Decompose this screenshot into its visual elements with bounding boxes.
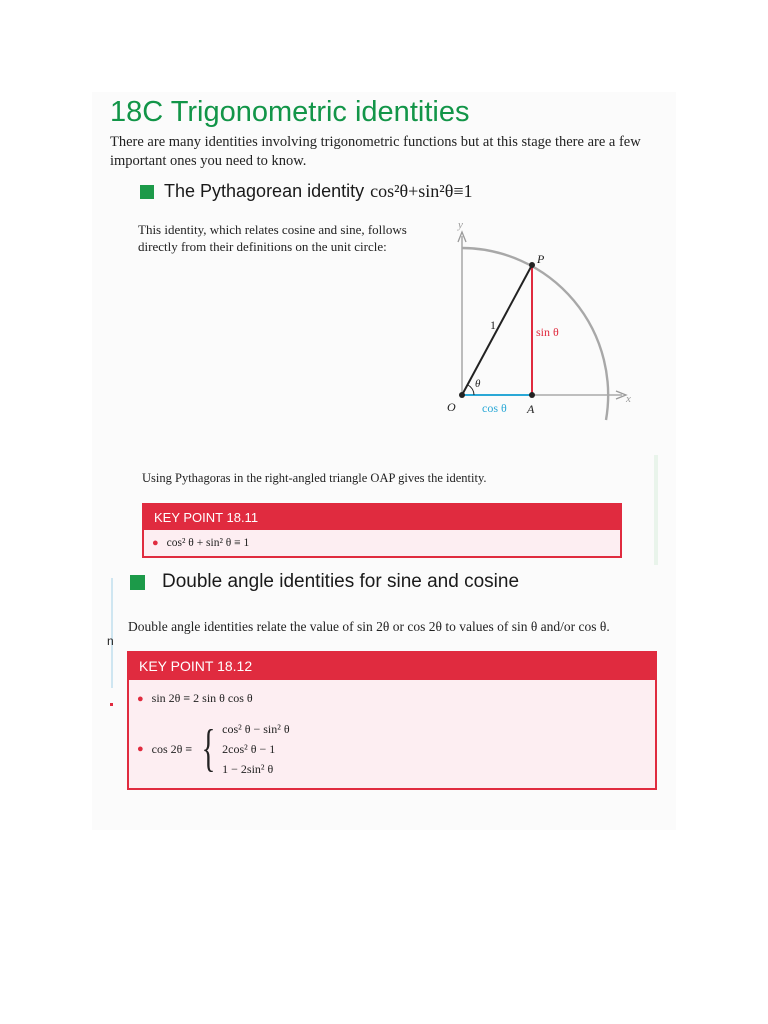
hypotenuse (462, 265, 532, 395)
bullet-icon: ● (137, 743, 144, 755)
hypotenuse-label: 1 (490, 318, 496, 332)
point-p (529, 262, 535, 268)
point-a-label: A (527, 402, 535, 416)
section-title: 18C Trigonometric identities (110, 96, 470, 128)
pythagorean-heading-formula: cos²θ+sin²θ≡1 (370, 181, 473, 201)
key-point-item-sin2 (137, 691, 253, 706)
unit-circle-diagram (430, 212, 650, 432)
pythagorean-heading (140, 181, 472, 202)
key-point-item-cos2 (137, 719, 290, 779)
y-axis-label: y (458, 219, 463, 231)
sin-label: sin θ (536, 325, 559, 339)
sin2-identity: sin 2θ ≡ 2 sin θ cos θ (151, 691, 253, 705)
margin-dot (110, 703, 113, 706)
double-angle-heading (130, 571, 519, 593)
point-p-label: P (537, 252, 545, 266)
cos-label: cos θ (482, 401, 507, 415)
angle-arc (468, 385, 474, 395)
key-point-18-11 (142, 503, 622, 558)
key-point-title: KEY POINT 18.11 (144, 505, 620, 530)
x-axis-label: x (626, 393, 631, 405)
cos2-lhs: cos 2θ ≡ (151, 741, 193, 756)
right-margin-rule (654, 455, 658, 565)
point-a (529, 392, 535, 398)
left-brace-icon: { (201, 720, 216, 777)
green-square-icon (140, 185, 154, 199)
angle-label: θ (475, 378, 481, 390)
pythagorean-body: This identity, which relates cosine and sine, follows directly from their definitions on the unit circle: (138, 222, 407, 254)
margin-letter: n (107, 634, 114, 648)
green-square-icon (130, 575, 145, 590)
bullet-icon: ● (137, 692, 144, 705)
cos2-case: 2cos² θ − 1 (222, 742, 276, 756)
bullet-icon: ● (152, 537, 159, 549)
cos2-case: cos² θ − sin² θ (222, 722, 290, 736)
identity-formula: cos² θ + sin² θ ≡ 1 (166, 537, 250, 549)
left-margin-rule (111, 578, 113, 688)
intro-paragraph: There are many identities involving trigonometric functions but at this stage there are a few important ones you need to know. (110, 134, 641, 169)
cos2-cases (222, 719, 289, 779)
cos2-case: 1 − 2sin² θ (222, 762, 274, 776)
key-point-18-12 (127, 651, 657, 790)
key-point-title: KEY POINT 18.12 (129, 653, 655, 680)
key-point-item (152, 537, 249, 549)
double-angle-heading-text: Double angle identities for sine and cosine (162, 571, 520, 592)
double-angle-body: Double angle identities relate the value of sin 2θ or cos 2θ to values of sin θ and/or cos θ. (128, 619, 610, 634)
pythagorean-heading-text: The Pythagorean identity (164, 181, 365, 201)
origin-point (459, 392, 465, 398)
pythagoras-note: Using Pythagoras in the right-angled triangle OAP gives the identity. (142, 471, 487, 485)
origin-label: O (447, 400, 456, 414)
